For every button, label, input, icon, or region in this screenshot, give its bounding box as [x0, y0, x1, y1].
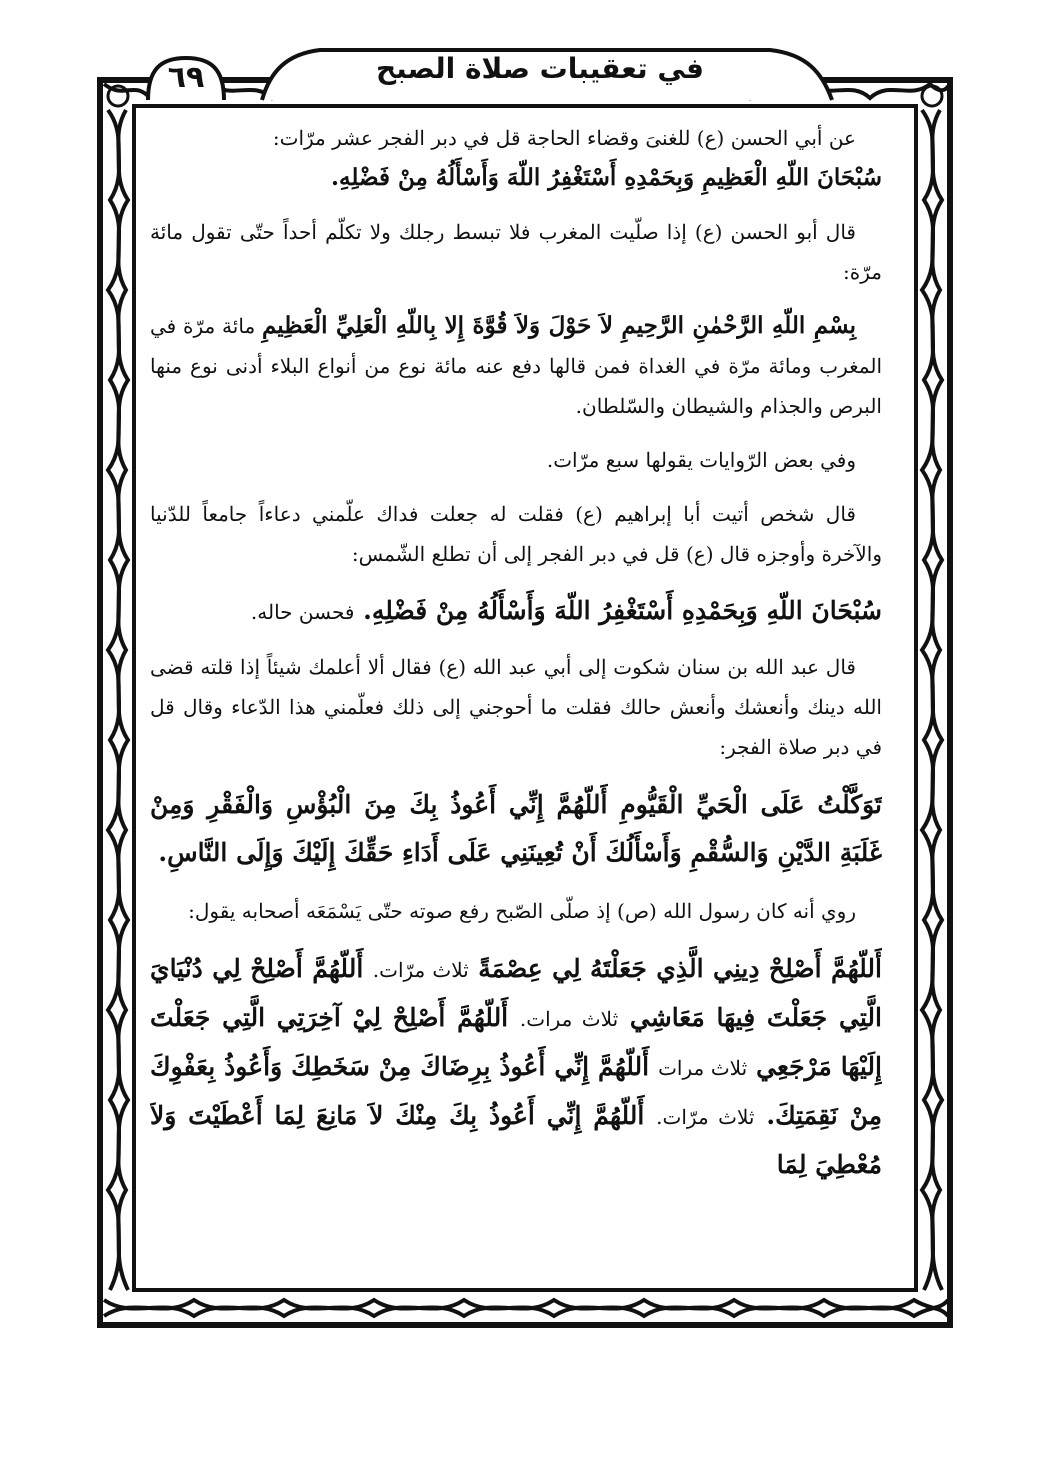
supplication-text: بِسْمِ اللّهِ الرَّحْمٰنِ الرَّحِيمِ لاَ حَوْلَ وَلاَ قُوَّةَ إِلا بِاللّهِ الْعَلِيِّ الْعَظِيمِ	[261, 312, 856, 339]
narration-text: قال أبو الحسن (ع) إذا صلّيت المغرب فلا تبسط رجلك ولا تكلّم أحداً حتّى تقول مائة مرّة:	[150, 220, 882, 284]
narration-text: روي أنه كان رسول الله (ص) إذ صلّى الصّبح رفع صوته حتّى يَسْمَعَه أصحابه يقول:	[188, 899, 856, 923]
paragraph	[150, 945, 882, 1189]
supplication-text: أَللّهُمَّ أَصْلِحْ لِيْ آخِرَتِي الَّتِي جَعَلْتَ إِلَيْهَا مَرْجَعِي	[150, 1003, 882, 1081]
supplication-text: تَوَكَّلْتُ عَلَى الْحَيِّ الْقَيُّومِ أَللّهُمَّ إِنِّي أَعُوذُ بِكَ مِنَ الْبُؤْسِ وَالْفَقْرِ وَمِنْ غَلَبَةِ الدَّيْنِ وَالسُّقْمِ وَأَسْأَلُكَ أَنْ تُعِينَنِي عَلَى أَدَاءِ حَقِّكَ إِلَيْكَ وَإِلَى النَّاسِ.	[150, 790, 882, 867]
narration-note: ثلاث مرّات.	[372, 958, 469, 982]
supplication-text: أَللّهُمَّ إِنِّي أَعُوذُ بِرِضَاكَ مِنْ سَخَطِكَ وَأَعُوذُ بِعَفْوِكَ مِنْ نَقِمَتِكَ.	[150, 1052, 882, 1130]
narration-note: فحسن حاله.	[250, 600, 355, 624]
corner-ornament	[922, 86, 942, 106]
narration-text: وفي بعض الرّوايات يقولها سبع مرّات.	[546, 448, 856, 472]
paragraph	[150, 440, 882, 480]
page-number: ٦٩	[167, 60, 205, 95]
narration-text: قال شخص أتيت أبا إبراهيم (ع) فقلت له جعلت فداك علّمني دعاءاً جامعاً للدّنيا والآخرة وأوجزه قال (ع) قل في دبر الفجر إلى أن تطلع الشّمس:	[150, 502, 882, 566]
paragraph	[150, 118, 882, 198]
paragraph	[150, 588, 882, 635]
paragraph	[150, 647, 882, 767]
page-body	[150, 118, 882, 1288]
narration-text: قال عبد الله بن سنان شكوت إلى أبي عبد الله (ع) فقال ألا أعلمك شيئاً إذا قلته قضى الله دينك وأنعشك وأنعش حالك فقلت ما أحوجني إلى ذلك فعلّمني هذا الدّعاء وقال قل في دبر صلاة الفجر:	[150, 655, 882, 759]
supplication-text: سُبْحَانَ اللّهِ الْعَظِيمِ وَبِحَمْدِهِ أَسْتَغْفِرُ اللّهَ وَأَسْأَلُهُ مِنْ فَضْلِهِ.	[331, 164, 882, 191]
paragraph	[150, 494, 882, 574]
narration-text: عن أبي الحسن (ع) للغنىَ وقضاء الحاجة قل في دبر الفجر عشر مرّات:	[272, 126, 856, 150]
narration-note: ثلاث مرات.	[519, 1007, 619, 1031]
supplication-text: سُبْحَانَ اللّهِ وَبِحَمْدِهِ أَسْتَغْفِرُ اللّهَ وَأَسْأَلُهُ مِنْ فَضْلِهِ.	[363, 596, 882, 625]
running-title: في تعقيبات صلاة الصبح	[375, 52, 705, 85]
paragraph	[150, 781, 882, 877]
narration-note: ثلاث مرّات.	[656, 1105, 755, 1129]
narration-text: مائة مرّة في المغرب ومائة مرّة في الغداة فمن قالها دفع عنه مائة نوع من أنواع البلاء أدنى نوع منها البرص والجذام والشيطان والسّلطان.	[150, 314, 882, 418]
narration-note: ثلاث مرات	[658, 1056, 748, 1080]
paragraph	[150, 212, 882, 292]
supplication-text: أَللّهُمَّ إِنِّي أَعُوذُ بِكَ مِنْكَ لاَ مَانِعَ لِمَا أَعْطَيْتَ وَلاَ مُعْطِيَ لِمَا	[150, 1101, 882, 1179]
supplication-text: أَللّهُمَّ أَصْلِحْ دِينِي الَّذِي جَعَلْتَهُ لِي عِصْمَةً	[478, 954, 882, 983]
paragraph	[150, 891, 882, 931]
supplication-text: أَللّهُمَّ أَصْلِحْ لِي دُنْيَايَ الَّتِي جَعَلْتَ فِيهَا مَعَاشِي	[150, 954, 882, 1032]
paragraph	[150, 306, 882, 426]
